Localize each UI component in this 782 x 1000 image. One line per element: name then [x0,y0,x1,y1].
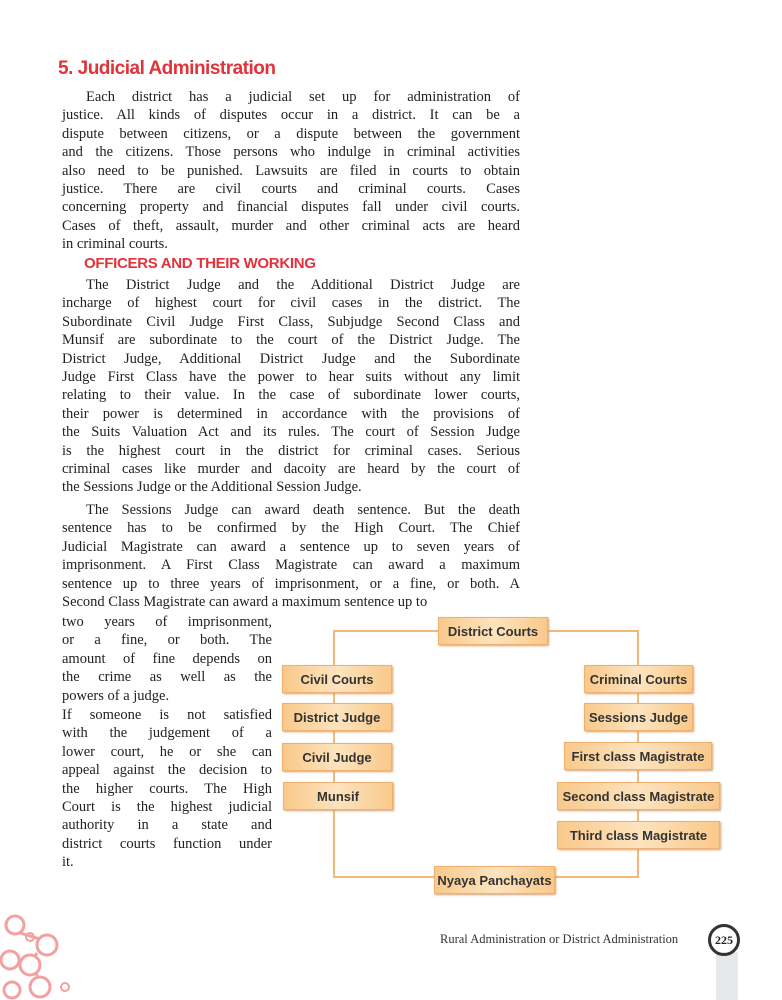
text-line: is the highest court in the district for criminal cases. Serious [62,442,520,459]
text-line: appeal against the decision to [62,762,272,779]
text-line: authority in a state and [62,817,272,834]
text-line: and the citizens. Those persons who indulge in criminal activities [62,144,520,161]
text-line: two years of imprisonment, [62,614,272,630]
text-line: with the judgement of a [62,725,272,742]
text-line: their power is determined in accordance with the provisions of [62,405,520,422]
text-line: Court is the highest judicial [62,798,272,815]
text-line: dispute between citizens, or a dispute between the government [62,125,520,142]
text-line: incharge of highest court for civil cases in the district. The [62,295,520,312]
diagram-box-criminal: Sessions Judge [584,703,693,731]
decorative-circles-icon [0,905,110,1000]
text-line: criminal cases like murder and dacoity are heard by the court of [62,460,520,477]
text-line: Cases of theft, assault, murder and other criminal acts are heard [62,217,520,234]
text-line: justice. There are civil courts and criminal courts. Cases [62,180,520,197]
diagram-box-criminal: Third class Magistrate [557,821,720,849]
paragraph [62,276,520,497]
text-line: it. [62,854,74,871]
text-line: The Sessions Judge can award death sentence. But the death [86,502,520,518]
text-line: or a fine, or both. The [62,632,272,649]
text-line: the crime as well as the [62,669,272,686]
paragraph [62,501,520,611]
diagram-box-criminal: Criminal Courts [584,665,693,693]
page-number: 225 [708,924,740,956]
paragraph [62,613,272,705]
paragraph [62,88,520,254]
text-line: District Judge, Additional District Judge and the Subordinate [62,350,520,367]
diagram-box-criminal: First class Magistrate [564,742,712,770]
diagram-box-civil: District Judge [282,703,392,731]
text-line: amount of fine depends on [62,650,272,667]
text-line: district courts function under [62,835,272,852]
diagram-box-criminal: Second class Magistrate [557,782,720,810]
diagram-box-civil: Civil Judge [282,743,392,771]
text-line: Second Class Magistrate can award a maximum sentence up to [62,593,428,610]
text-line: powers of a judge. [62,687,170,704]
text-line: justice. All kinds of disputes occur in a district. It can be a [62,107,520,124]
text-line: The District Judge and the Additional District Judge are [86,277,520,293]
subheading: OFFICERS AND THEIR WORKING [84,255,316,272]
paragraph [62,706,272,872]
text-line: also need to be punished. Lawsuits are filed in courts to obtain [62,162,520,179]
text-line: Munsif are subordinate to the court of the District Judge. The [62,332,520,349]
text-line: lower court, he or she can [62,743,272,760]
text-line: imprisonment. A First Class Magistrate can award a maximum [62,557,520,574]
text-line: Subordinate Civil Judge First Class, Subjudge Second Class and [62,313,520,330]
text-line: concerning property and financial disputes fall under civil courts. [62,199,520,216]
text-line: If someone is not satisfied [62,707,272,723]
text-line: the Suits Valuation Act and its rules. The court of Session Judge [62,424,520,441]
text-line: sentence has to be confirmed by the High Court. The Chief [62,520,520,537]
text-line: the Sessions Judge or the Additional Session Judge. [62,479,362,496]
text-line: Judge First Class have the power to hear suits without any limit [62,368,520,385]
text-line: in criminal courts. [62,236,168,253]
text-line: relating to their value. In the case of subordinate lower courts, [62,387,520,404]
text-line: sentence up to three years of imprisonment, or a fine, or both. A [62,575,520,592]
diagram-box-civil: Civil Courts [282,665,392,693]
text-line: Judicial Magistrate can award a sentence up to seven years of [62,538,520,555]
running-footer: Rural Administration or District Administration [440,932,679,946]
text-line: the higher courts. The High [62,780,272,797]
diagram-box-civil: Munsif [283,782,393,810]
page-edge-strip [716,952,738,1000]
diagram-box-bottom: Nyaya Panchayats [434,866,555,894]
diagram-box-root: District Courts [438,617,548,645]
section-title: 5. Judicial Administration [58,58,276,79]
text-line: Each district has a judicial set up for administration of [86,89,520,105]
